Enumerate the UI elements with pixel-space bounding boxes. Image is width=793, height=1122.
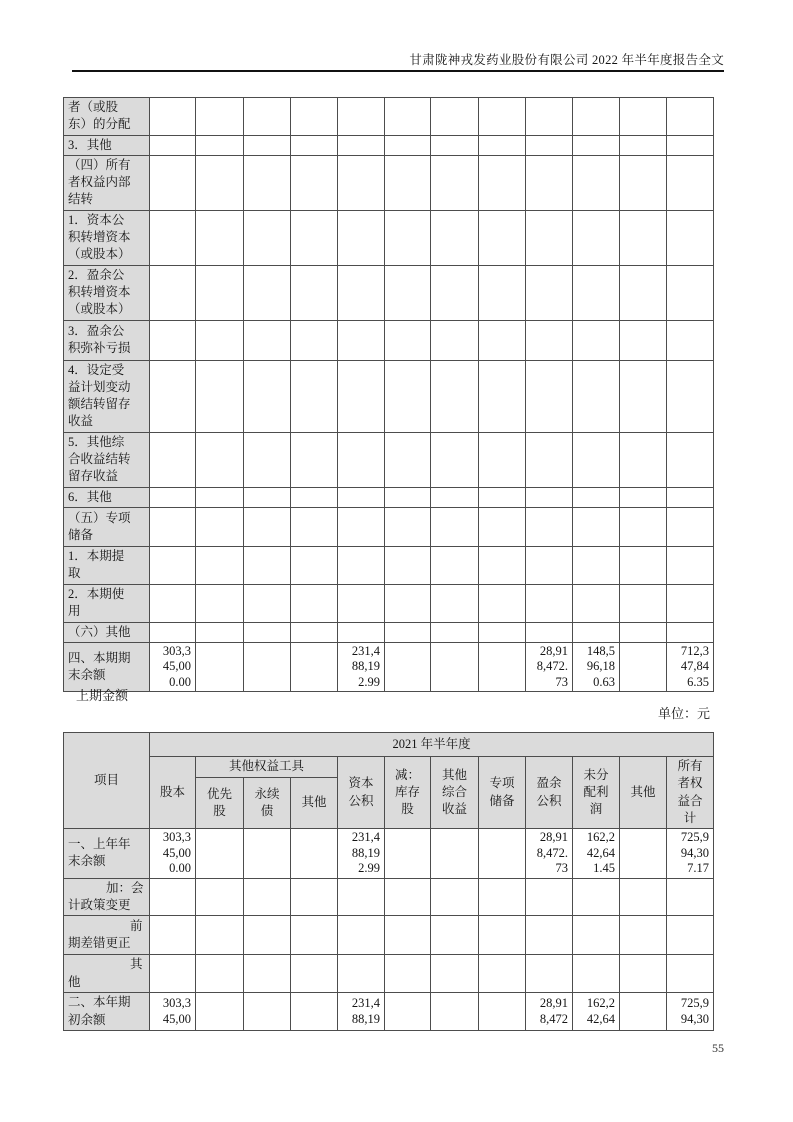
value-cell	[526, 487, 573, 507]
value-cell	[150, 320, 196, 360]
value-cell	[291, 360, 338, 432]
value-cell	[667, 547, 714, 585]
value-cell	[620, 993, 667, 1031]
value-cell	[479, 210, 526, 265]
value-cell	[431, 584, 479, 622]
value-cell	[196, 642, 244, 692]
value-cell	[573, 320, 620, 360]
value-cell	[150, 135, 196, 155]
value-cell	[620, 487, 667, 507]
value-cell	[385, 432, 431, 487]
value-cell	[526, 155, 573, 210]
value-cell	[338, 360, 385, 432]
equity-statement-table-continued	[63, 97, 714, 692]
value-cell	[150, 955, 196, 993]
value-cell	[620, 878, 667, 916]
header-rule	[72, 70, 724, 72]
table-row	[64, 320, 714, 360]
value-cell	[620, 210, 667, 265]
value-cell	[150, 487, 196, 507]
value-cell	[667, 155, 714, 210]
value-cell	[196, 135, 244, 155]
value-cell	[196, 432, 244, 487]
value-cell	[244, 642, 291, 692]
value-cell	[526, 135, 573, 155]
value-cell	[479, 265, 526, 320]
value-cell	[479, 622, 526, 642]
table-row	[64, 993, 714, 1031]
value-cell	[150, 916, 196, 955]
value-cell	[196, 622, 244, 642]
value-cell	[526, 360, 573, 432]
value-cell	[431, 547, 479, 585]
value-cell	[291, 508, 338, 547]
value-cell	[291, 993, 338, 1031]
value-cell	[385, 320, 431, 360]
value-cell	[620, 432, 667, 487]
value-cell	[244, 829, 291, 879]
row-label-cell: 者（或股东）的分配	[64, 98, 150, 136]
value-cell	[291, 98, 338, 136]
value-cell	[620, 955, 667, 993]
value-cell	[620, 547, 667, 585]
value-cell	[244, 508, 291, 547]
value-cell	[338, 547, 385, 585]
value-cell	[573, 878, 620, 916]
value-cell	[573, 210, 620, 265]
value-cell	[385, 508, 431, 547]
value-cell	[196, 210, 244, 265]
value-cell	[667, 135, 714, 155]
row-label-cell: 1．资本公积转增资本（或股本）	[64, 210, 150, 265]
value-cell	[196, 155, 244, 210]
value-cell	[526, 508, 573, 547]
value-cell	[620, 584, 667, 622]
table-row	[64, 265, 714, 320]
value-cell	[244, 622, 291, 642]
value-cell	[620, 360, 667, 432]
header-cell-share-capital: 股本	[150, 757, 196, 829]
value-cell: 162,242,641.45	[573, 829, 620, 879]
value-cell: 725,994,307.17	[667, 829, 714, 879]
value-cell	[338, 432, 385, 487]
value-cell	[244, 955, 291, 993]
value-cell	[196, 916, 244, 955]
value-cell	[244, 584, 291, 622]
value-cell	[479, 955, 526, 993]
value-cell	[150, 508, 196, 547]
header-cell-capital-reserve: 资本公积	[338, 757, 385, 829]
value-cell	[479, 829, 526, 879]
row-label-cell: 6．其他	[64, 487, 150, 507]
value-cell: 28,918,472.73	[526, 642, 573, 692]
value-cell	[196, 955, 244, 993]
value-cell	[385, 210, 431, 265]
value-cell	[244, 432, 291, 487]
value-cell	[196, 584, 244, 622]
value-cell	[479, 432, 526, 487]
header-cell-other-instrument: 其他	[291, 777, 338, 829]
value-cell	[244, 547, 291, 585]
value-cell	[385, 487, 431, 507]
value-cell	[431, 360, 479, 432]
header-cell-special-reserve: 专项储备	[479, 757, 526, 829]
row-label-cell: 4．设定受益计划变动额结转留存收益	[64, 360, 150, 432]
value-cell	[385, 135, 431, 155]
value-cell	[150, 210, 196, 265]
page-header-title: 甘肃陇神戎发药业股份有限公司 2022 年半年度报告全文	[409, 53, 724, 67]
value-cell	[338, 916, 385, 955]
value-cell	[573, 547, 620, 585]
value-cell	[150, 98, 196, 136]
value-cell	[573, 916, 620, 955]
header-cell-other: 其他	[620, 757, 667, 829]
table-row	[64, 487, 714, 507]
value-cell	[196, 829, 244, 879]
value-cell	[385, 547, 431, 585]
value-cell	[431, 265, 479, 320]
value-cell	[244, 135, 291, 155]
value-cell	[431, 993, 479, 1031]
value-cell	[150, 878, 196, 916]
header-cell-undistributed-profit: 未分配利润	[573, 757, 620, 829]
value-cell	[620, 508, 667, 547]
header-cell-preferred-shares: 优先股	[196, 777, 244, 829]
value-cell	[385, 155, 431, 210]
value-cell	[291, 135, 338, 155]
value-cell	[385, 829, 431, 879]
value-cell	[526, 584, 573, 622]
value-cell	[338, 135, 385, 155]
value-cell	[431, 135, 479, 155]
value-cell	[196, 878, 244, 916]
value-cell	[667, 878, 714, 916]
value-cell	[291, 265, 338, 320]
header-cell-other-equity-instruments: 其他权益工具	[196, 757, 338, 778]
value-cell	[667, 98, 714, 136]
value-cell	[526, 210, 573, 265]
value-cell	[667, 508, 714, 547]
value-cell	[196, 487, 244, 507]
value-cell	[620, 320, 667, 360]
value-cell	[526, 547, 573, 585]
value-cell	[573, 508, 620, 547]
value-cell	[667, 432, 714, 487]
value-cell	[620, 916, 667, 955]
value-cell: 712,347,846.35	[667, 642, 714, 692]
value-cell	[431, 487, 479, 507]
value-cell	[385, 360, 431, 432]
header-cell-total-owners-equity: 所有者权益合计	[667, 757, 714, 829]
value-cell	[338, 878, 385, 916]
value-cell	[431, 622, 479, 642]
value-cell	[526, 98, 573, 136]
value-cell	[291, 547, 338, 585]
value-cell	[150, 432, 196, 487]
value-cell	[291, 155, 338, 210]
value-cell	[479, 98, 526, 136]
header-cell-other-comprehensive-income: 其他综合收益	[431, 757, 479, 829]
value-cell	[291, 955, 338, 993]
value-cell	[526, 432, 573, 487]
row-label-cell: 3．盈余公积弥补亏损	[64, 320, 150, 360]
table-row	[64, 210, 714, 265]
unit-label: 单位：元	[657, 706, 710, 721]
table-header-row	[64, 733, 714, 757]
value-cell: 303,345,00	[150, 993, 196, 1031]
value-cell	[431, 955, 479, 993]
value-cell	[479, 135, 526, 155]
table-row	[64, 829, 714, 879]
table-row	[64, 584, 714, 622]
value-cell	[291, 584, 338, 622]
page-number: 55	[712, 1041, 724, 1055]
header-cell-less-treasury-shares: 减：库存股	[385, 757, 431, 829]
value-cell	[479, 642, 526, 692]
value-cell: 231,488,192.99	[338, 642, 385, 692]
value-cell	[150, 360, 196, 432]
table-row	[64, 547, 714, 585]
value-cell	[338, 155, 385, 210]
value-cell	[385, 265, 431, 320]
header-cell-surplus-reserve: 盈余公积	[526, 757, 573, 829]
value-cell	[479, 878, 526, 916]
value-cell	[385, 584, 431, 622]
value-cell	[338, 98, 385, 136]
row-label-cell: 前期差错更正	[64, 916, 150, 955]
value-cell	[479, 916, 526, 955]
value-cell	[573, 955, 620, 993]
table-row	[64, 916, 714, 955]
value-cell	[338, 265, 385, 320]
table-header-row	[64, 757, 714, 778]
value-cell	[244, 210, 291, 265]
value-cell	[291, 916, 338, 955]
value-cell	[667, 210, 714, 265]
row-label-cell: 2．盈余公积转增资本（或股本）	[64, 265, 150, 320]
value-cell	[385, 642, 431, 692]
row-label-cell: 二、本年期初余额	[64, 993, 150, 1031]
value-cell	[431, 98, 479, 136]
value-cell	[244, 916, 291, 955]
value-cell	[291, 622, 338, 642]
value-cell	[526, 916, 573, 955]
value-cell	[667, 487, 714, 507]
section-label-prior-period: 上期金额	[76, 688, 129, 703]
value-cell: 303,345,000.00	[150, 642, 196, 692]
table-row	[64, 432, 714, 487]
row-label-cell: （五）专项储备	[64, 508, 150, 547]
row-label-cell: 3．其他	[64, 135, 150, 155]
value-cell	[150, 584, 196, 622]
value-cell	[526, 955, 573, 993]
table-row	[64, 642, 714, 692]
value-cell	[479, 320, 526, 360]
value-cell	[431, 320, 479, 360]
value-cell	[196, 98, 244, 136]
value-cell	[196, 547, 244, 585]
value-cell	[479, 547, 526, 585]
value-cell	[291, 642, 338, 692]
value-cell: 162,242,64	[573, 993, 620, 1031]
value-cell: 28,918,472	[526, 993, 573, 1031]
value-cell	[620, 642, 667, 692]
value-cell	[573, 432, 620, 487]
value-cell	[667, 320, 714, 360]
value-cell	[479, 487, 526, 507]
row-label-cell: （四）所有者权益内部结转	[64, 155, 150, 210]
value-cell	[667, 584, 714, 622]
value-cell	[338, 210, 385, 265]
value-cell: 231,488,192.99	[338, 829, 385, 879]
value-cell	[291, 432, 338, 487]
value-cell	[385, 993, 431, 1031]
value-cell	[196, 360, 244, 432]
value-cell	[479, 508, 526, 547]
value-cell	[667, 360, 714, 432]
value-cell	[431, 642, 479, 692]
value-cell	[385, 622, 431, 642]
value-cell	[244, 878, 291, 916]
value-cell	[338, 622, 385, 642]
value-cell	[573, 584, 620, 622]
value-cell	[573, 622, 620, 642]
value-cell	[196, 265, 244, 320]
value-cell	[385, 916, 431, 955]
value-cell	[244, 487, 291, 507]
value-cell	[431, 916, 479, 955]
value-cell	[526, 320, 573, 360]
table-row	[64, 98, 714, 136]
value-cell	[338, 320, 385, 360]
value-cell	[196, 320, 244, 360]
value-cell	[431, 878, 479, 916]
value-cell	[291, 487, 338, 507]
table-row	[64, 155, 714, 210]
value-cell	[620, 135, 667, 155]
value-cell	[620, 829, 667, 879]
value-cell	[667, 916, 714, 955]
row-label-cell: 1．本期提取	[64, 547, 150, 585]
table-row	[64, 878, 714, 916]
header-cell-item: 项目	[64, 733, 150, 829]
value-cell	[385, 98, 431, 136]
value-cell	[573, 135, 620, 155]
value-cell	[244, 265, 291, 320]
value-cell	[291, 878, 338, 916]
value-cell	[620, 155, 667, 210]
value-cell	[291, 210, 338, 265]
value-cell	[479, 584, 526, 622]
value-cell	[150, 547, 196, 585]
value-cell	[338, 487, 385, 507]
value-cell: 303,345,000.00	[150, 829, 196, 879]
table-row	[64, 955, 714, 993]
value-cell	[573, 265, 620, 320]
row-label-cell: 5．其他综合收益结转留存收益	[64, 432, 150, 487]
value-cell	[573, 155, 620, 210]
row-label-cell: 一、上年年末余额	[64, 829, 150, 879]
header-cell-perpetual-bonds: 永续债	[244, 777, 291, 829]
row-label-cell: 四、本期期末余额	[64, 642, 150, 692]
value-cell	[667, 265, 714, 320]
value-cell	[196, 993, 244, 1031]
value-cell	[667, 955, 714, 993]
value-cell	[338, 955, 385, 993]
value-cell	[431, 155, 479, 210]
value-cell	[620, 98, 667, 136]
value-cell	[526, 622, 573, 642]
value-cell	[150, 155, 196, 210]
value-cell	[479, 155, 526, 210]
value-cell	[526, 878, 573, 916]
table-row	[64, 508, 714, 547]
prior-period-equity-table	[63, 732, 714, 1031]
value-cell	[150, 622, 196, 642]
value-cell	[526, 265, 573, 320]
value-cell	[479, 360, 526, 432]
value-cell: 231,488,19	[338, 993, 385, 1031]
value-cell	[244, 360, 291, 432]
value-cell	[291, 829, 338, 879]
value-cell	[244, 993, 291, 1031]
value-cell: 725,994,30	[667, 993, 714, 1031]
value-cell	[620, 622, 667, 642]
value-cell	[573, 98, 620, 136]
value-cell	[431, 210, 479, 265]
value-cell	[291, 320, 338, 360]
value-cell	[385, 955, 431, 993]
value-cell	[196, 508, 244, 547]
value-cell	[338, 584, 385, 622]
value-cell	[244, 320, 291, 360]
value-cell	[667, 622, 714, 642]
table-row	[64, 622, 714, 642]
value-cell	[244, 155, 291, 210]
value-cell	[385, 878, 431, 916]
value-cell: 28,918,472.73	[526, 829, 573, 879]
value-cell	[431, 508, 479, 547]
value-cell: 148,596,180.63	[573, 642, 620, 692]
value-cell	[244, 98, 291, 136]
table-row	[64, 135, 714, 155]
value-cell	[338, 508, 385, 547]
row-label-cell: 加：会计政策变更	[64, 878, 150, 916]
value-cell	[479, 993, 526, 1031]
value-cell	[150, 265, 196, 320]
value-cell	[573, 360, 620, 432]
row-label-cell: （六）其他	[64, 622, 150, 642]
header-cell-period: 2021 年半年度	[150, 733, 714, 757]
row-label-cell: 2．本期使用	[64, 584, 150, 622]
value-cell	[573, 487, 620, 507]
row-label-cell: 其他	[64, 955, 150, 993]
table-row	[64, 360, 714, 432]
value-cell	[620, 265, 667, 320]
value-cell	[431, 432, 479, 487]
value-cell	[431, 829, 479, 879]
